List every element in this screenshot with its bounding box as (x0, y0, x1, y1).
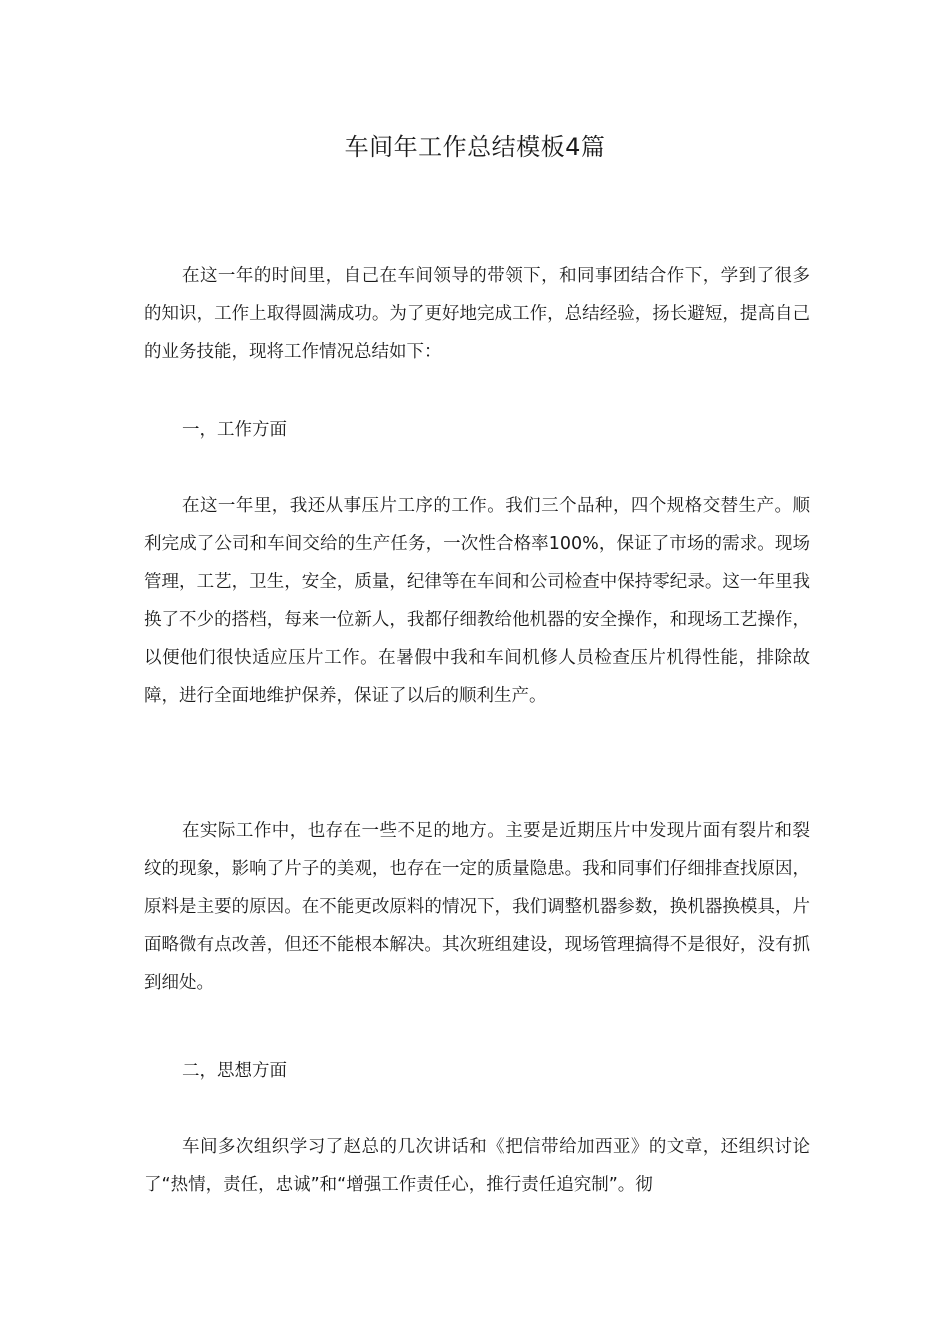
intro-paragraph: 在这一年的时间里，自己在车间领导的带领下，和同事团结合作下，学到了很多的知识，工作上取得圆满成功。为了更好地完成工作，总结经验，扬长避短，提高自己的业务技能，现将工作情况总结如下： (144, 266, 810, 362)
thought-paragraph-1: 车间多次组织学习了赵总的几次讲话和《把信带给加西亚》的文章，还组织讨论了“热情，责任，忠诚”和“增强工作责任心，推行责任追究制”。彻 (144, 1137, 810, 1195)
section-heading-work: 一，工作方面 (182, 420, 287, 440)
document-title: 车间年工作总结模板4篇 (344, 133, 606, 161)
section-heading-thought: 二，思想方面 (182, 1061, 287, 1081)
work-paragraph-1: 在这一年里，我还从事压片工序的工作。我们三个品种，四个规格交替生产。顺利完成了公司和车间交给的生产任务，一次性合格率100%，保证了市场的需求。现场管理，工艺，卫生，安全，质量，纪律等在车间和公司检查中保持零纪录。这一年里我换了不少的搭档，每来一位新人，我都仔细教给他机器的安全操作，和现场工艺操作，以便他们很快适应压片工作。在暑假中我和车间机修人员检查压片机得性能，排除故障，进行全面地维护保养，保证了以后的顺利生产。 (144, 496, 810, 706)
work-paragraph-2: 在实际工作中，也存在一些不足的地方。主要是近期压片中发现片面有裂片和裂纹的现象，影响了片子的美观，也存在一定的质量隐患。我和同事们仔细排查找原因，原料是主要的原因。在不能更改原料的情况下，我们调整机器参数，换机器换模具，片面略微有点改善，但还不能根本解决。其次班组建设，现场管理搞得不是很好，没有抓到细处。 (144, 821, 810, 993)
